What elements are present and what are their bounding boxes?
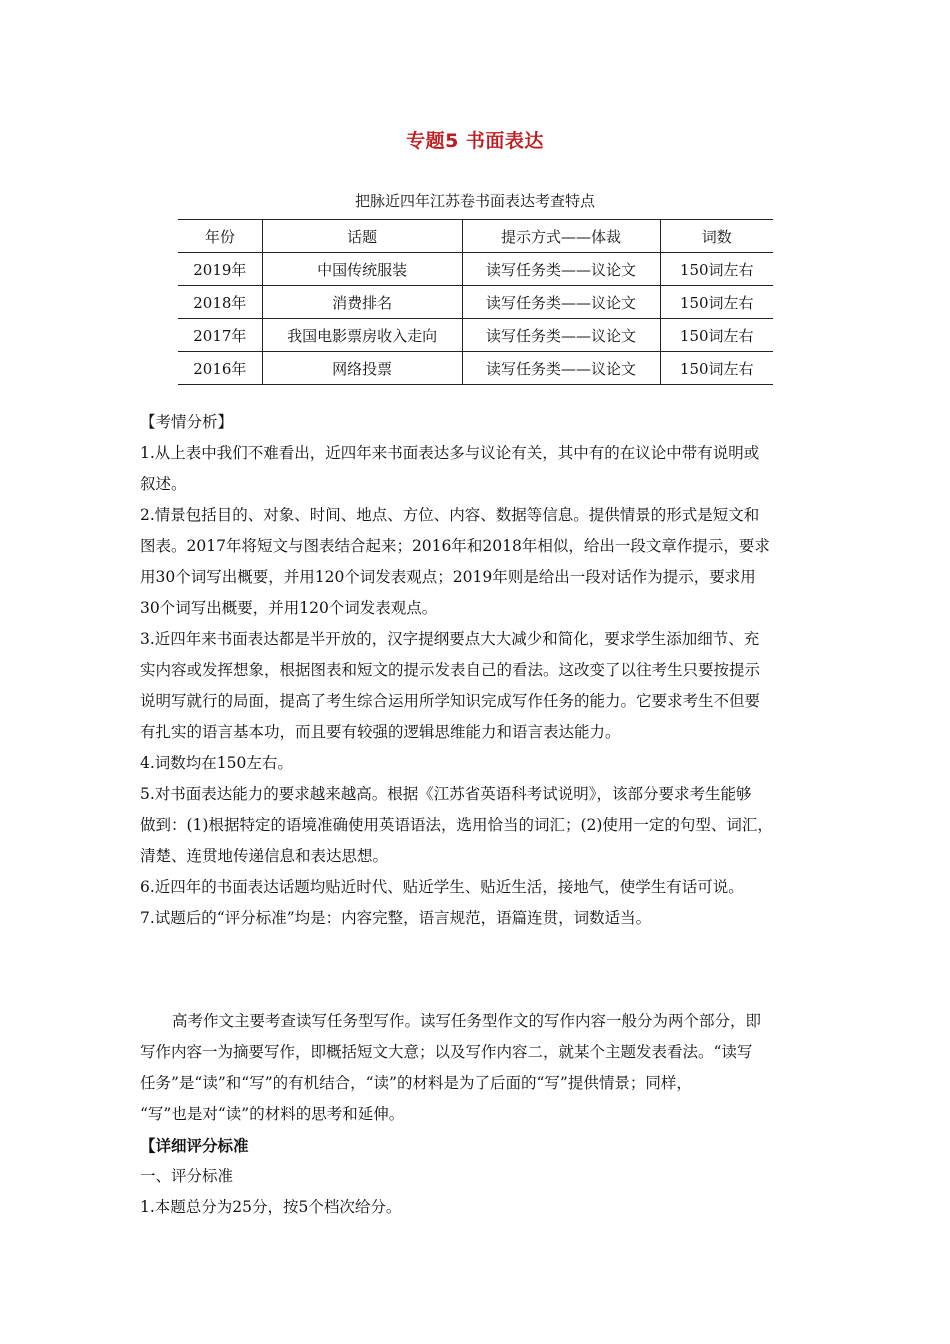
analysis-line: 2.情景包括目的、对象、时间、地点、方位、内容、数据等信息。提供情景的形式是短文和 [140,506,760,524]
analysis-line: 30个词写出概要，并用120个词发表观点。 [140,599,438,617]
header-year: 年份 [178,220,262,253]
analysis-line: 6.近四年的书面表达话题均贴近时代、贴近学生、贴近生活，接地气，使学生有话可说。 [140,878,744,896]
cell-topic: 中国传统服装 [262,253,462,286]
table-row [178,286,773,319]
cell-format: 读写任务类——议论文 [462,319,660,352]
analysis-section [140,407,816,934]
table-row [178,319,773,352]
cell-word-count: 150词左右 [660,319,773,352]
scoring-subheading: 一、评分标准 [140,1167,234,1185]
intro-section [140,1006,816,1130]
analysis-line: 1.从上表中我们不难看出，近四年来书面表达多与议论有关，其中有的在议论中带有说明或 [140,444,760,462]
intro-line: “写”也是对“读”的材料的思考和延伸。 [140,1105,405,1123]
scoring-section [140,1130,816,1223]
table-row [178,253,773,286]
analysis-line: 用30个词写出概要，并用120个词发表观点；2019年则是给出一段对话作为提示，要求用 [140,568,756,586]
cell-format: 读写任务类——议论文 [462,352,660,385]
analysis-line: 清楚、连贯地传递信息和表达思想。 [140,847,389,865]
header-format: 提示方式——体裁 [462,220,660,253]
cell-year: 2016年 [193,359,247,378]
cell-word-count: 150词左右 [660,352,773,385]
intro-line: 任务”是“读”和“写”的有机结合，“读”的材料是为了后面的“写”提供情景；同样， [140,1074,692,1092]
cell-topic: 消费排名 [262,286,462,319]
analysis-line: 图表。2017年将短文与图表结合起来；2016年和2018年相似，给出一段文章作提示，要求 [140,537,770,555]
analysis-line: 叙述。 [140,475,187,493]
cell-year: 2019年 [178,253,262,286]
cell-format: 读写任务类——议论文 [462,253,660,286]
cell-topic: 我国电影票房收入走向 [262,319,462,352]
intro-line: 写作内容一为摘要写作，即概括短文大意；以及写作内容二，就某个主题发表看法。“读写 [140,1043,753,1061]
cell-year: 2018年 [178,286,262,319]
scoring-item: 1.本题总分为25分，按5个档次给分。 [140,1198,402,1216]
analysis-line: 做到：(1)根据特定的语境准确使用英语语法，选用恰当的词汇；(2)使用一定的句型、词汇， [140,816,773,834]
analysis-line: 说明写就行的局面，提高了考生综合运用所学知识完成写作任务的能力。它要求考生不但要 [140,692,761,710]
analysis-line: 7.试题后的“评分标准”均是：内容完整，语言规范，语篇连贯，词数适当。 [140,909,652,927]
table-header-row [178,220,773,253]
page-title: 专题5 书面表达 [406,130,544,152]
scoring-heading: 【详细评分标准 [140,1136,249,1155]
header-word-count: 词数 [660,220,773,253]
analysis-line: 3.近四年来书面表达都是半开放的，汉字提纲要点大大减少和简化，要求学生添加细节、充 [140,630,760,648]
exam-features-table [178,219,773,385]
cell-topic: 网络投票 [262,352,462,385]
header-topic: 话题 [262,220,462,253]
analysis-line: 5.对书面表达能力的要求越来越高。根据《江苏省英语科考试说明》，该部分要求考生能够 [140,785,752,803]
cell-word-count: 150词左右 [660,286,773,319]
cell-year: 2017年 [178,319,262,352]
cell-format: 读写任务类——议论文 [462,286,660,319]
analysis-line: 有扎实的语言基本功，而且要有较强的逻辑思维能力和语言表达能力。 [140,723,621,741]
intro-line: 高考作文主要考查读写任务型写作。读写任务型作文的写作内容一般分为两个部分，即 [172,1012,762,1030]
analysis-line: 实内容或发挥想象，根据图表和短文的提示发表自己的看法。这改变了以往考生只要按提示 [140,661,761,679]
table-caption: 把脉近四年江苏卷书面表达考查特点 [354,192,595,210]
analysis-line: 4.词数均在150左右。 [140,754,293,772]
cell-word-count: 150词左右 [660,253,773,286]
table-row [178,352,773,385]
analysis-heading: 【考情分析】 [140,413,234,431]
